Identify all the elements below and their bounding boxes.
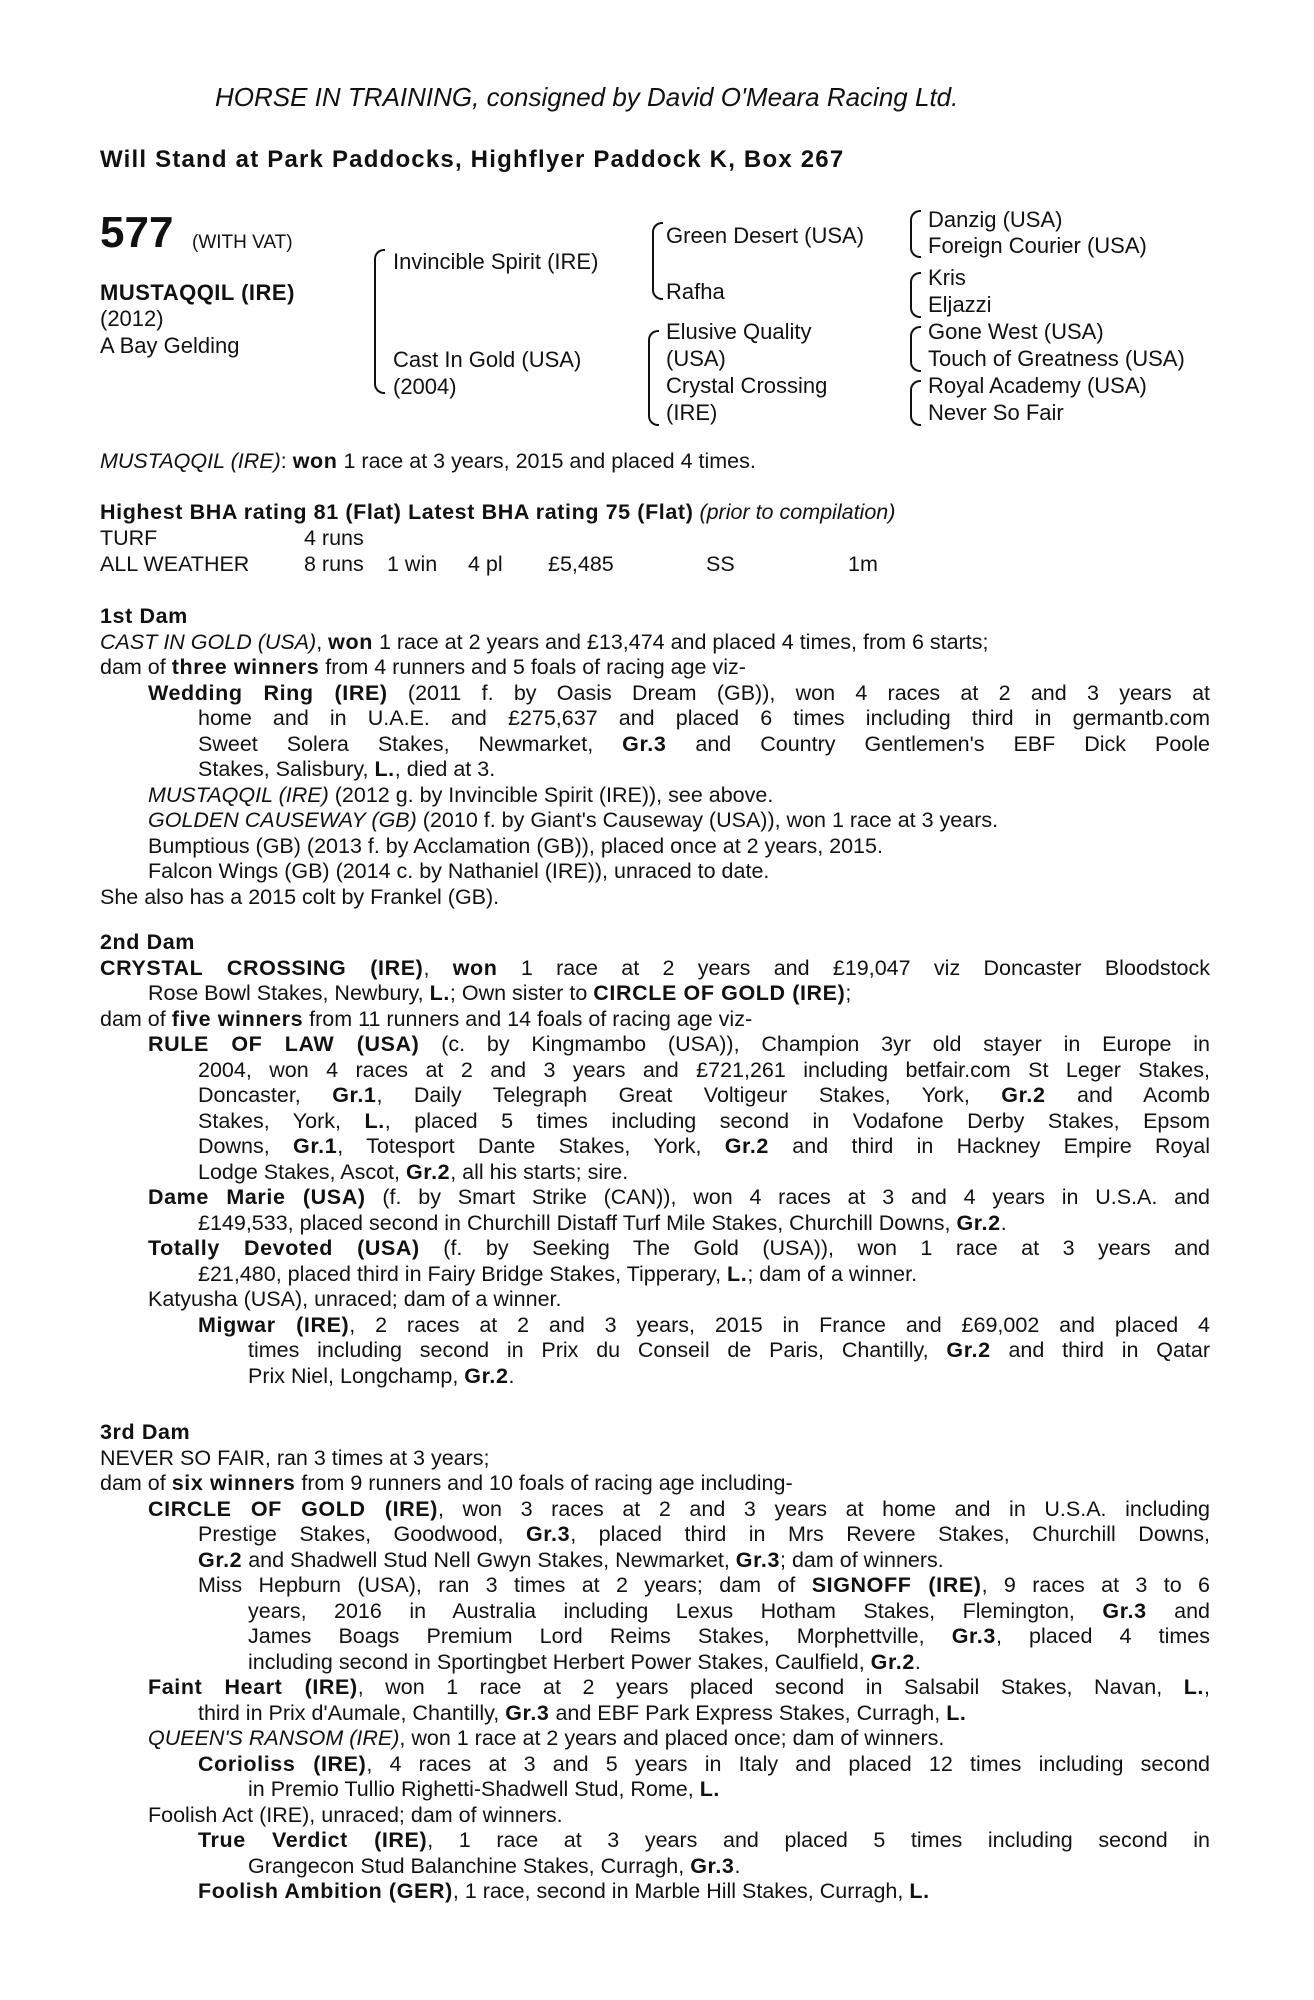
text-run: won <box>452 955 498 980</box>
text-run: L. <box>909 1879 930 1903</box>
text-run: and third in Qatar <box>990 1338 1210 1362</box>
text-run: Gr.2 <box>464 1363 509 1388</box>
text-run: Wedding Ring (IRE) <box>148 680 388 705</box>
progeny-golden-causeway <box>100 808 1210 834</box>
text-run <box>100 1083 1210 1109</box>
text-run: , <box>1204 1675 1210 1699</box>
text-run: Gr.2 <box>724 1134 769 1158</box>
text-run <box>100 1160 1210 1186</box>
text-run: Totally Devoted (USA) <box>148 1236 420 1260</box>
text-run: and third in Hackney Empire Royal <box>768 1134 1210 1158</box>
text-run: 1 race at 3 years, 2015 and placed 4 times. <box>337 449 756 473</box>
text-run: , Daily Telegraph Great Voltigeur Stakes, York, <box>376 1083 1002 1107</box>
progeny-foolish-ambition <box>100 1879 1210 1905</box>
text-run: Gr.3 <box>690 1853 735 1878</box>
text-run: Miss Hepburn (USA), ran 3 times at 2 years; dam of <box>198 1573 812 1597</box>
pedigree-brace <box>910 326 921 372</box>
pedigree-brace <box>910 272 921 318</box>
pedigree-g1: Danzig (USA) <box>928 207 1063 232</box>
text-run <box>100 630 1210 656</box>
text-run <box>100 1854 1210 1880</box>
text-run <box>100 1211 1210 1237</box>
text-run: £21,480, placed third in Fairy Bridge Stakes, Tipperary, <box>198 1261 728 1286</box>
progeny-queens-ransom <box>100 1726 1210 1752</box>
text-run: , all his starts; sire. <box>450 1159 629 1184</box>
text-run: three winners <box>171 655 320 679</box>
text-run: dam of <box>100 1471 172 1495</box>
aw-runs: 8 runs <box>304 552 364 576</box>
text-run: , placed 5 times including second in Vodafone Derby Stakes, Epsom <box>384 1108 1211 1133</box>
text-run: ; dam of a winner. <box>747 1261 918 1286</box>
text-run <box>100 732 1210 758</box>
progeny-wedding-ring <box>100 681 1210 707</box>
progeny-foolish-act: Foolish Act (IRE), unraced; dam of winners. <box>148 1802 563 1827</box>
text-run <box>100 981 1210 1007</box>
text-run: Corioliss (IRE) <box>198 1751 367 1776</box>
text-run: CAST IN GOLD (USA) <box>100 629 317 654</box>
text-run: ; dam of winners. <box>780 1547 944 1572</box>
text-run: L. <box>946 1700 967 1725</box>
pedigree-g4: Eljazzi <box>928 292 992 317</box>
text-run: Prix Niel, Longchamp, <box>248 1363 465 1388</box>
section-heading: 1st Dam <box>100 604 188 628</box>
pedigree-dam-dam: Crystal Crossing <box>666 373 828 398</box>
progeny-circle-of-gold <box>100 1497 1210 1523</box>
text-run: Gr.2 <box>198 1547 243 1572</box>
text-run: CRYSTAL CROSSING (IRE) <box>100 955 424 980</box>
text-run: , won 1 race at 2 years placed second in Salsabil Stakes, Navan, <box>357 1675 1184 1699</box>
consignment-line: HORSE IN TRAINING, consigned by David O'Meara Racing Ltd. <box>215 82 959 112</box>
text-run: , 9 races at 3 to 6 <box>981 1573 1210 1597</box>
text-run: , Totesport Dante Stakes, York, <box>337 1134 725 1158</box>
text-run: ; <box>845 981 852 1005</box>
text-run: (2011 f. by Oasis Dream (GB)), won 4 races at 2 and 3 years at <box>387 680 1211 705</box>
text-run: and EBF Park Express Stakes, Curragh, <box>549 1700 947 1725</box>
aw-wins: 1 win <box>387 552 438 576</box>
text-run: Sweet Solera Stakes, Newmarket, <box>198 731 623 756</box>
text-run: , 1 race at 3 years and placed 5 times including second in <box>427 1828 1210 1852</box>
aw-label: ALL WEATHER <box>100 552 250 576</box>
text-run: Downs, <box>198 1134 294 1158</box>
horse-name: MUSTAQQIL (IRE) <box>100 280 295 305</box>
pedigree-dam-sire: Elusive Quality <box>666 319 812 344</box>
text-run: CIRCLE OF GOLD (IRE) <box>148 1496 438 1521</box>
progeny-dame-marie <box>100 1185 1210 1211</box>
text-run: including second in Sportingbet Herbert Power Stakes, Caulfield, <box>248 1649 871 1674</box>
text-run: and Shadwell Stud Nell Gwyn Stakes, Newmarket, <box>242 1547 736 1572</box>
text-run <box>100 1134 1210 1160</box>
text-run: ; Own sister to <box>449 981 594 1005</box>
text-run: . <box>1000 1210 1007 1235</box>
text-run: times including second in Prix du Conseil de Paris, Chantilly, <box>248 1338 947 1362</box>
first-dam-section <box>100 604 1210 910</box>
text-run: dam of <box>100 655 172 679</box>
text-run <box>100 1548 1210 1574</box>
section-heading: 3rd Dam <box>100 1420 191 1444</box>
turf-label: TURF <box>100 526 158 550</box>
text-run: (f. by Seeking The Gold (USA)), won 1 race at 3 years and <box>419 1236 1210 1260</box>
pedigree-brace <box>910 210 921 258</box>
text-run: SIGNOFF (IRE) <box>811 1573 982 1597</box>
text-run: MUSTAQQIL (IRE) <box>100 449 281 473</box>
text-run: won <box>328 629 373 654</box>
text-run: L. <box>364 1108 385 1133</box>
progeny-falcon-wings: Falcon Wings (GB) (2014 c. by Nathaniel (IRE)), unraced to date. <box>148 859 770 883</box>
text-run: , 4 races at 3 and 5 years in Italy and placed 12 times including second <box>366 1751 1210 1776</box>
text-run: 2004, won 4 races at 2 and 3 years and £721,261 including betfair.com St Leger Stakes, <box>198 1057 1210 1082</box>
pedigree-g3: Kris <box>928 265 966 290</box>
turf-runs: 4 runs <box>304 526 364 550</box>
progeny-bumptious: Bumptious (GB) (2013 f. by Acclamation (GB)), placed once at 2 years, 2015. <box>148 833 883 858</box>
text-run: . <box>914 1649 921 1674</box>
text-run: L. <box>727 1261 748 1286</box>
text-run <box>100 956 1210 982</box>
text-run: Gr.3 <box>735 1547 781 1572</box>
text-run: Highest BHA rating 81 (Flat) Latest BHA rating 75 (Flat) <box>100 500 694 524</box>
text-run <box>100 757 1210 783</box>
pedigree-g5: Gone West (USA) <box>928 319 1104 344</box>
pedigree-brace <box>374 249 385 394</box>
text-run: Gr.2 <box>405 1159 451 1184</box>
text-run <box>100 1109 1210 1135</box>
text-run: and Country Gentlemen's EBF Dick Poole <box>666 731 1210 756</box>
text-run: (c. by Kingmambo (USA)), Champion 3yr old stayer in Europe in <box>419 1032 1210 1056</box>
progeny-rule-of-law <box>100 1032 1210 1058</box>
text-run: 1 race at 2 years and £13,474 and placed 4 times, from 6 starts; <box>372 629 989 654</box>
text-run: Dame Marie (USA) <box>148 1185 366 1209</box>
text-run: Gr.2 <box>1001 1083 1046 1107</box>
text-run: six winners <box>171 1471 296 1495</box>
text-run: £149,533, placed second in Churchill Distaff Turf Mile Stakes, Churchill Downs, <box>198 1210 957 1235</box>
progeny-corioliss <box>100 1752 1210 1778</box>
progeny-true-verdict <box>100 1828 1210 1854</box>
text-run: (2012 g. by Invincible Spirit (IRE)), see above. <box>328 782 774 807</box>
pedigree-g8: Never So Fair <box>928 400 1064 425</box>
progeny-miss-hepburn <box>100 1573 1210 1599</box>
text-run: L. <box>699 1777 721 1801</box>
section-heading: 2nd Dam <box>100 930 195 954</box>
aw-earnings: £5,485 <box>548 552 614 576</box>
pedigree-dam-sire-country: (USA) <box>666 346 726 371</box>
text-run: Faint Heart (IRE) <box>148 1675 358 1699</box>
foal-note: She also has a 2015 colt by Frankel (GB). <box>100 884 500 909</box>
text-run: Gr.3 <box>1102 1598 1147 1623</box>
pedigree-dam-year: (2004) <box>393 374 457 399</box>
text-run <box>100 1364 1210 1390</box>
text-run: , died at 3. <box>394 757 496 781</box>
stand-location: Will Stand at Park Paddocks, Highflyer Paddock K, Box 267 <box>100 146 845 173</box>
text-run <box>100 1338 1210 1364</box>
text-run: , <box>423 955 453 980</box>
text-run: , won 3 races at 2 and 3 years at home and in U.S.A. including <box>437 1496 1210 1521</box>
text-run: , placed third in Mrs Revere Stakes, Churchill Downs, <box>570 1522 1210 1546</box>
third-dam-section <box>100 1420 1210 1905</box>
text-run <box>100 1007 1210 1033</box>
pedigree-g6: Touch of Greatness (USA) <box>928 346 1185 371</box>
text-run: years, 2016 in Australia including Lexus Hotham Stakes, Flemington, <box>248 1598 1103 1623</box>
text-run: Lodge Stakes, Ascot, <box>198 1159 406 1184</box>
text-run <box>100 1701 1210 1727</box>
text-run: five winners <box>171 1006 304 1031</box>
lot-number: 577 <box>100 208 174 257</box>
second-dam-section <box>100 930 1210 1389</box>
text-run: Gr.2 <box>946 1338 991 1362</box>
text-run <box>100 1599 1210 1625</box>
text-run: Gr.3 <box>525 1522 571 1546</box>
horse-description: A Bay Gelding <box>100 333 240 358</box>
text-run: True Verdict (IRE) <box>198 1828 428 1852</box>
text-run <box>100 1777 1210 1803</box>
text-run: and Acomb <box>1045 1083 1211 1107</box>
text-run: Gr.3 <box>622 731 667 756</box>
text-run: Gr.1 <box>293 1134 338 1158</box>
text-run: , <box>316 629 329 654</box>
text-run: CIRCLE OF GOLD (IRE) <box>593 981 846 1005</box>
text-run: Gr.3 <box>951 1624 996 1648</box>
pedigree-sire-sire: Green Desert (USA) <box>666 223 865 248</box>
text-run: L. <box>1183 1675 1205 1699</box>
text-run <box>100 1471 1210 1497</box>
pedigree-sire-dam: Rafha <box>666 279 725 304</box>
text-run: GOLDEN CAUSEWAY (GB) <box>148 808 417 832</box>
text-run: from 4 runners and 5 foals of racing age viz- <box>319 655 746 679</box>
progeny-totally-devoted <box>100 1236 1210 1262</box>
aw-distance: 1m <box>848 552 878 576</box>
text-run <box>100 1624 1210 1650</box>
text-run: and <box>1146 1598 1210 1623</box>
text-run: Prestige Stakes, Goodwood, <box>198 1522 526 1546</box>
text-run: QUEEN'S RANSOM (IRE) <box>148 1726 400 1750</box>
text-run: Doncaster, <box>198 1083 333 1107</box>
text-run: won <box>292 449 338 473</box>
pedigree-brace <box>652 222 663 300</box>
text-run: Gr.2 <box>956 1210 1001 1235</box>
text-run: Gr.2 <box>870 1649 915 1674</box>
pedigree-g7: Royal Academy (USA) <box>928 373 1147 398</box>
text-run: from 9 runners and 10 foals of racing age including- <box>295 1471 793 1495</box>
horse-year: (2012) <box>100 306 164 331</box>
pedigree-brace <box>648 330 659 426</box>
text-run: NEVER SO FAIR, ran 3 times at 3 years; <box>100 1445 490 1470</box>
text-run: third in Prix d'Aumale, Chantilly, <box>198 1700 506 1725</box>
text-run <box>100 1650 1210 1676</box>
text-run: Grangecon Stud Balanchine Stakes, Curragh, <box>248 1853 691 1878</box>
aw-going: SS <box>706 552 735 576</box>
text-run <box>100 1262 1210 1288</box>
text-run: 1 race at 2 years and £19,047 viz Doncaster Bloodstock <box>497 955 1210 980</box>
progeny-migwar <box>100 1313 1210 1339</box>
text-run: (prior to compilation) <box>699 500 896 524</box>
text-run: James Boags Premium Lord Reims Stakes, Morphettville, <box>248 1624 952 1648</box>
text-run: dam of <box>100 1006 172 1031</box>
text-run: Stakes, Salisbury, <box>198 757 375 781</box>
text-run: . <box>734 1853 741 1878</box>
text-run: , placed 4 times <box>995 1624 1210 1648</box>
text-run: , 1 race, second in Marble Hill Stakes, Curragh, <box>452 1879 910 1903</box>
text-run: L. <box>429 981 450 1005</box>
text-run: MUSTAQQIL (IRE) <box>148 782 329 807</box>
text-run: Stakes, York, <box>198 1108 365 1133</box>
pedigree-dam-dam-country: (IRE) <box>666 400 718 425</box>
text-run: home and in U.A.E. and £275,637 and placed 6 times including third in germantb.com <box>198 706 1210 730</box>
pedigree-sire: Invincible Spirit (IRE) <box>393 249 599 274</box>
text-run: Foolish Ambition (GER) <box>198 1879 453 1903</box>
text-run: RULE OF LAW (USA) <box>148 1032 420 1056</box>
text-run <box>100 655 1210 681</box>
text-run: (2010 f. by Giant's Causeway (USA)), won 1 race at 3 years. <box>416 808 999 832</box>
text-run: Migwar (IRE) <box>198 1312 350 1337</box>
text-run: from 11 runners and 14 foals of racing age viz- <box>303 1006 753 1031</box>
text-run: in Premio Tullio Righetti-Shadwell Stud, Rome, <box>248 1777 700 1801</box>
text-run: . <box>508 1363 515 1388</box>
progeny-faint-heart <box>100 1675 1210 1701</box>
text-run: Gr.3 <box>505 1700 550 1725</box>
text-run: , 2 races at 2 and 3 years, 2015 in France and £69,002 and placed 4 <box>349 1312 1210 1337</box>
text-run: (f. by Smart Strike (CAN)), won 4 races at 3 and 4 years in U.S.A. and <box>365 1185 1210 1209</box>
text-run: , won 1 race at 2 years and placed once; dam of winners. <box>399 1726 945 1750</box>
text-run: Rose Bowl Stakes, Newbury, <box>148 981 430 1005</box>
bha-rating <box>100 500 895 526</box>
pedigree-brace <box>910 380 921 426</box>
pedigree-dam: Cast In Gold (USA) <box>393 347 582 372</box>
aw-placed: 4 pl <box>468 552 503 576</box>
progeny-katyusha: Katyusha (USA), unraced; dam of a winner. <box>148 1287 562 1311</box>
progeny-mustaqqil <box>100 783 1210 809</box>
pedigree-g2: Foreign Courier (USA) <box>928 233 1147 258</box>
text-run <box>100 1522 1210 1548</box>
text-run: L. <box>374 757 395 781</box>
vat-note: (WITH VAT) <box>192 232 293 253</box>
text-run: Gr.1 <box>332 1083 377 1107</box>
race-summary: MUSTAQQIL (IRE): won 1 race at 3 years, 2015 and placed 4 times. <box>100 449 756 473</box>
